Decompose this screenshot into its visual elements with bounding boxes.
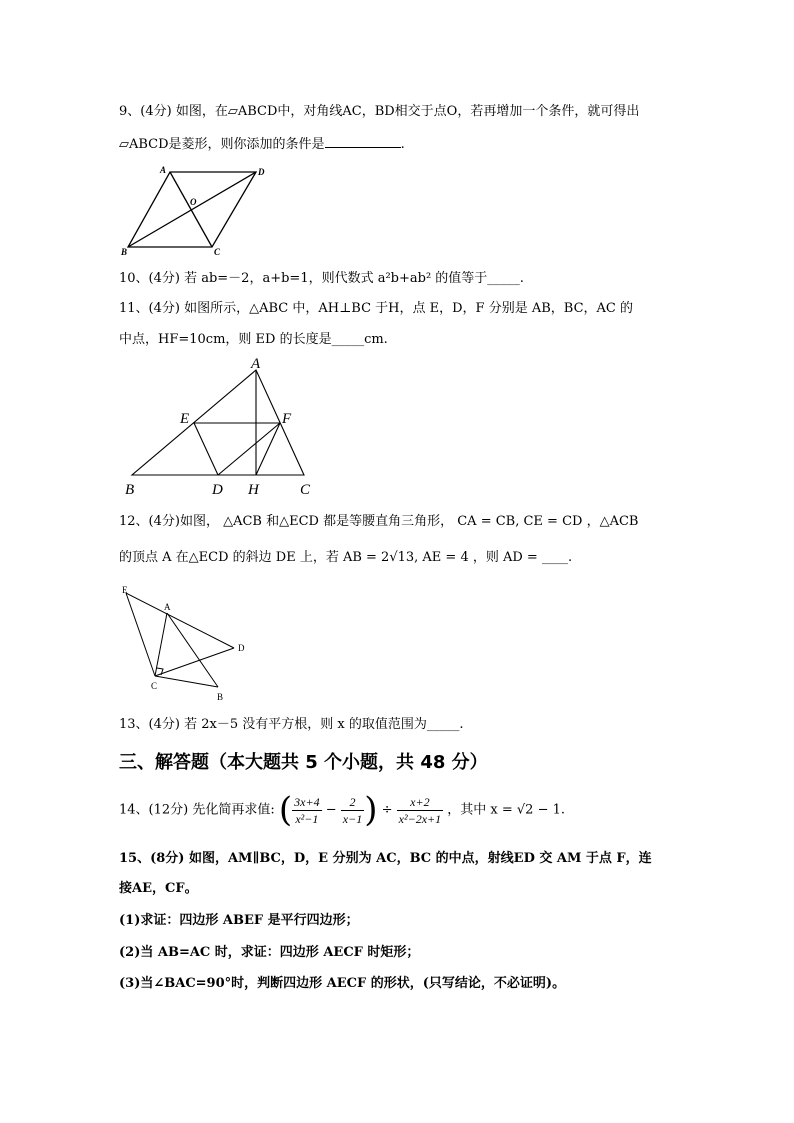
figure-isosceles-right-triangles <box>118 583 258 708</box>
label-a: A <box>164 602 171 612</box>
label-o: O <box>190 197 197 207</box>
q15-item2: (2)当 AB=AC 时，求证：四边形 AECF 时矩形； <box>119 945 420 960</box>
label-a: A <box>251 356 261 372</box>
label-e: E <box>180 411 190 427</box>
q11-line2: 中点，HF=10cm，则 ED 的长度是_____cm. <box>119 332 388 347</box>
label-d: D <box>258 167 265 177</box>
segment-ac <box>155 613 167 676</box>
segment-cb <box>155 676 218 687</box>
q11-line1: 11、(4分) 如图所示，△ABC 中，AH⊥BC 于H，点 E，D，F 分别是 AB，BC，AC 的 <box>119 301 633 316</box>
figure-parallelogram <box>118 162 268 257</box>
q15-line1: 15、(8分) 如图，AM∥BC，D，E 分别为 AC，BC 的中点，射线ED 交 AM 于点 F，连 <box>119 851 652 866</box>
q9-line2 <box>119 134 405 154</box>
fraction-1 <box>292 794 321 827</box>
fraction-1-numerator: 3x+4 <box>294 794 320 809</box>
q14-prefix: 14、(12分) 先化简再求值: <box>119 802 275 818</box>
segment-ab <box>167 613 218 687</box>
q14-suffix: ，其中 x = √2 − 1. <box>447 802 566 818</box>
label-b: B <box>217 692 224 702</box>
q9-answer-blank <box>325 134 401 148</box>
fraction-2-numerator: 2 <box>341 794 364 811</box>
label-d: D <box>238 643 245 653</box>
q14-line <box>119 790 565 831</box>
fraction-1-denominator: x²−1 <box>295 811 319 826</box>
label-b: B <box>125 482 135 498</box>
minus-sign: − <box>325 802 337 818</box>
q12-line2: 的顶点 A 在△ECD 的斜边 DE 上，若 AB = 2√13, AE = 4 ，则 AD = ____. <box>119 550 573 565</box>
q15-item1: (1)求证：四边形 ABEF 是平行四边形； <box>119 913 359 928</box>
q10-text: 10、(4分) 若 ab=－2，a+b=1，则代数式 a²b+ab² 的值等于_____. <box>119 271 524 286</box>
fraction-3-numerator: x+2 <box>397 794 443 811</box>
q15-line2: 接AE，CF。 <box>119 881 198 896</box>
figure-triangle-midpoints <box>120 355 320 500</box>
label-c: C <box>151 681 158 691</box>
label-d: D <box>212 482 223 498</box>
label-f: F <box>282 411 292 427</box>
q9-line1: 9、(4分) 如图，在▱ABCD中，对角线AC，BD相交于点O，若再增加一个条件，就可得出 <box>119 104 640 119</box>
divide-sign: ÷ <box>381 802 393 818</box>
segment-df <box>218 423 280 475</box>
label-a: A <box>160 165 167 175</box>
q9-line2-end: . <box>400 137 405 152</box>
label-h: H <box>248 482 259 498</box>
label-e: E <box>122 585 128 595</box>
fraction-3-denominator: x²−2x+1 <box>398 811 442 826</box>
q9-line2-text: ▱ABCD是菱形，则你添加的条件是 <box>119 137 325 152</box>
label-b: B <box>121 247 128 257</box>
q15-item3: (3)当∠BAC=90°时，判断四边形 AECF 的形状，(只写结论，不必证明)。 <box>119 976 566 991</box>
left-paren: ( <box>278 790 293 830</box>
right-paren: ) <box>364 790 378 830</box>
diagonal-bd <box>128 172 256 247</box>
segment-ed <box>194 423 218 475</box>
fraction-2 <box>341 794 364 827</box>
label-c: C <box>300 482 311 498</box>
q12-line1: 12、(4分)如图， △ACB 和△ECD 都是等腰直角三角形， CA = CB, CE = CD ，△ACB <box>119 514 639 529</box>
segment-hf <box>256 423 280 475</box>
fraction-3 <box>397 794 443 827</box>
section-heading: 三、解答题（本大题共 5 个小题，共 48 分） <box>119 752 488 773</box>
label-c: C <box>214 247 221 257</box>
q13-text: 13、(4分) 若 2x－5 没有平方根，则 x 的取值范围为_____. <box>119 717 464 732</box>
fraction-2-denominator: x−1 <box>342 811 363 826</box>
